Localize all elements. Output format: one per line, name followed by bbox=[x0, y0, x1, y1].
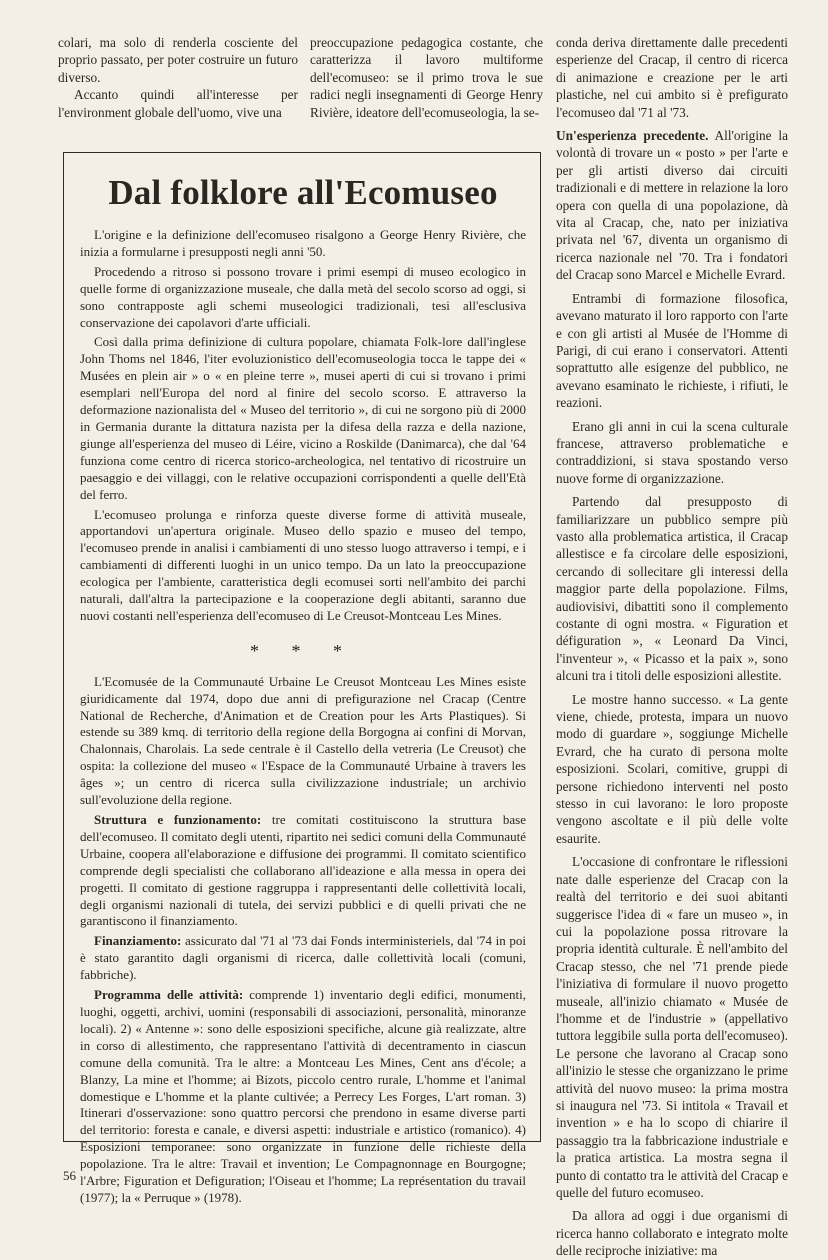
section-heading: Struttura e funzionamento: bbox=[94, 812, 262, 827]
sidebar-box-content bbox=[80, 173, 526, 1207]
section-heading: Finanziamento: bbox=[94, 933, 182, 949]
section-heading: Programma delle attività: bbox=[94, 987, 244, 1003]
paragraph bbox=[80, 812, 526, 930]
paragraph: Erano gli anni in cui la scena culturale francese, attraverso problematiche e contraddizioni, si stava spostando verso nuove forme di organizzazione. bbox=[556, 418, 788, 486]
column-right bbox=[556, 34, 788, 1260]
paragraph: Le mostre hanno successo. « La gente viene, chiede, protesta, impara un nuovo modo di guardare », soggiunge Michelle Evrard, che ha curato di persona molte esposizioni. Scolari, comitive, gruppi di persone richiedono interventi nel posto stesso in cui lavorano: le loro proposte vengono ascoltate e il più delle volte esaurite. bbox=[556, 691, 788, 846]
section-divider: * * * bbox=[250, 640, 356, 661]
paragraph: L'ecomuseo prolunga e rinforza queste diverse forme di attività museale, apportandovi un'apertura originale. Museo dello spazio e museo del tempo, l'ecomuseo prende in analisi i cambiamenti di uno stesso luogo attraverso i tempi, e i cambiamenti di differenti luoghi in un unico tempo. Da un lato la preoccupazione ecologica per l'ambiente, caratteristica degli ecomusei sorti nell'ambito dei parchi naturali, dall'altra la partecipazione e la cooperazione degli abitanti, saranno due nuovi costanti nell'esperienza dell'ecomuseo di Le Creusot-Montceau Les Mines. bbox=[80, 506, 526, 623]
paragraph: colari, ma solo di renderla cosciente del proprio passato, per poter costruire un futuro diverso. bbox=[58, 35, 298, 85]
paragraph-text: comprende 1) inventario degli edifici, monumenti, luoghi, oggetti, archivi, uomini (responsabili di associazioni, personalità, minoranze locali). 2) « Antenne »: sono delle esposizioni specifiche, alcune già realizzate, altre in corso di allestimento, che rappresentano l'attività di decentramento in ciascun comune della comunità. Tra le altre: a Montceau Les Mines, Cent ans d'école; a Blanzy, La mine et l'homme; ai Bizots, piccolo centro rurale, L'homme et l'animal domestique e L'homme et la plante cultivée; a Perrecy Les Forges, L'art roman. 3) Itinerari d'osservazione: sono quattro percorsi che prendono in esame diverse parti del territorio: foresta e canale, e diversi aspetti: industriale e artistico (romanico). 4) Esposizioni temporanee: sono organizzate in funzione delle richieste della popolazione. Tra le altre: Travail et invention; Le Compagnonnage en Bourgogne; l'Arbre; Figuration et Defiguration; l'Oiseau et l'homme; La représentation du travail (1977); la « Perruque » (1978). bbox=[80, 987, 526, 1205]
paragraph-text: assicurato dal '71 al '73 dai Fonds interministeriels, dal '74 in poi è stato garantito dagli organismi di ricerca, dalle collettività locali (comuni, fabbriche). bbox=[80, 933, 526, 983]
paragraph: Entrambi di formazione filosofica, avevano maturato il loro rapporto con l'arte e con gli artisti al Musée de l'Homme di Parigi, di cui erano i conservatori. Attenti soprattutto alle esigenze del pubblico, ne avevano esaminato le richieste, i rifiuti, le reazioni. bbox=[556, 290, 788, 411]
page-number: 56 bbox=[63, 1168, 76, 1183]
paragraph bbox=[556, 127, 788, 284]
paragraph bbox=[80, 933, 526, 984]
paragraph: Accanto quindi all'interesse per l'environment globale dell'uomo, vive una bbox=[58, 87, 298, 120]
paragraph-text: All'origine la volontà di trovare un « posto » per l'arte e per gli artisti diverso dai circuiti tradizionali e di mettere in relazione la loro opera con quella di una popolazione, dà vita al Cracap, che, nato per iniziativa privata nel '67, diventa un organismo di ricerca nazionale nel '70. Tra i fondatori del Cracap sono Marcel e Michelle Evrard. bbox=[556, 128, 788, 283]
section-heading: Un'esperienza precedente. bbox=[556, 128, 709, 144]
box-title: Dal folklore all'Ecomuseo bbox=[108, 173, 498, 212]
paragraph: Da allora ad oggi i due organismi di ricerca hanno collaborato e integrato molte delle reciproche iniziative: ma bbox=[556, 1208, 788, 1259]
paragraph: L'origine e la definizione dell'ecomuseo risalgono a George Henry Rivière, che inizia a formularne i presupposti negli anni '50. bbox=[80, 227, 526, 259]
paragraph: conda deriva direttamente dalle precedenti esperienze del Cracap, il centro di ricerca di animazione e creazione per le arti plastiche, nel cui ambito si è prefigurato l'ecomuseo dal '71 al '73. bbox=[556, 35, 788, 120]
column-left-top bbox=[58, 34, 298, 121]
column-middle-top bbox=[310, 34, 543, 121]
paragraph: Così dalla prima definizione di cultura popolare, chiamata Folk-lore dall'inglese John Thoms nel 1846, l'iter evoluzionistico dell'ecomuseologia tocca le tappe dei « Musées en plein air » o « en pleine terre », musei aperti di cui si trovano i primi esemplari nell'Europa del nord al finire del secolo scorso. E attraverso la deformazione nazionalista del « Museo del territorio », di cui ne sorgono più di 2000 in Germania durante la dittatura nazista per la difesa della razza e della nazione, giunge all'esperienza del museo di Léire, vicino a Roskilde (Danimarca), che dal '64 funziona come centro di ricerca storico-archeologica, nel tentativo di ricostruire un paesaggio e dei villaggi, con le relative occupazioni corrispondenti a quelle dell'Età del ferro. bbox=[80, 334, 526, 502]
paragraph: L'Ecomusée de la Communauté Urbaine Le Creusot Montceau Les Mines esiste giuridicamente dal 1974, dopo due anni di prefigurazione nel Cracap (Centre National de Recherche, d'Animation et de Creation pour les Arts Plastiques). Si estende su 389 kmq. di territorio della regione della Borgogna ai confini di Morvan, Chalonnais, Charolais. La sede centrale è il Castello della vetreria (Le Creusot) che ospita: la collezione del museo « l'Espace de la Communauté Urbaine à travers les âges »; un centro di ricerca sulla civilizzazione industriale; un archivio sull'evoluzione della regione. bbox=[80, 673, 526, 808]
paragraph: Partendo dal presupposto di familiarizzare un pubblico sempre più vasto alla problematica artistica, il Cracap allestisce e fa circolare delle esposizioni, cercando di sollecitare gli interessi della maggior parte della popolazione. Films, audiovisivi, dibattiti sono il complemento costante di ogni mostra. « Figuration et défiguration », « Leonard Da Vinci, l'inventeur », « Picasso et la paix », sono alcuni tra i titoli delle esposizioni allestite. bbox=[556, 494, 788, 684]
paragraph: L'occasione di confrontare le riflessioni nate dalle esperienze del Cracap con la realtà del territorio e dei suoi abitanti suggerisce l'idea di « fare un museo », in cui la popolazione possa ritrovare la propria identità culturale. È nell'ambito del Cracap stesso, che nel '71 prende piede l'iniziativa di formulare il nuovo progetto museale, all'inizio chiamato « Musée de l'homme et de l'industrie » (appellativo tuttora leggibile sulla porta dell'ecomuseo). Le persone che lavorano al Cracap sono all'inizio le stesse che organizzano le prime attività del nuovo museo: la prima mostra si inaugura nel '73. Si intitola « Travail et invention » e ha lo scopo di chiarire il passaggio tra la fabbricazione industriale e la pratica artistica. La mostra segna il punto di contatto tra le attività del Cracap e quelle del futuro ecomuseo. bbox=[556, 854, 788, 1200]
paragraph: Procedendo a ritroso si possono trovare i primi esempi di museo ecologico in quelle forme di organizzazione museale, che dalla metà del secolo scorso ad oggi, si sono contrapposte agli schemi museologici tradizionali, tesi all'esclusiva conservazione dei capolavori d'arte ufficiali. bbox=[80, 263, 526, 330]
paragraph bbox=[80, 987, 526, 1207]
paragraph: preoccupazione pedagogica costante, che caratterizza il lavoro multiforme dell'ecomuseo: se il primo trova le sue radici negli insegnamenti di George Henry Rivière, ideatore dell'ecomuseologia, la se- bbox=[310, 35, 543, 120]
paragraph-text: tre comitati costituiscono la struttura base dell'ecomuseo. Il comitato degli utenti, ripartito nei sedici comuni della Communauté Urbaine, coopera all'elaborazione e diffusione dei programmi. Il comitato scientifico comprende degli specialisti che collaborano all'ideazione e alla messa in opera dei progetti. Il comitato di gestione raggruppa i rappresentanti delle collettività locali, degli organismi nazionali di tutela, dei servizi pubblici e di quelli privati che ne garantiscono il finanziamento. bbox=[80, 812, 526, 929]
